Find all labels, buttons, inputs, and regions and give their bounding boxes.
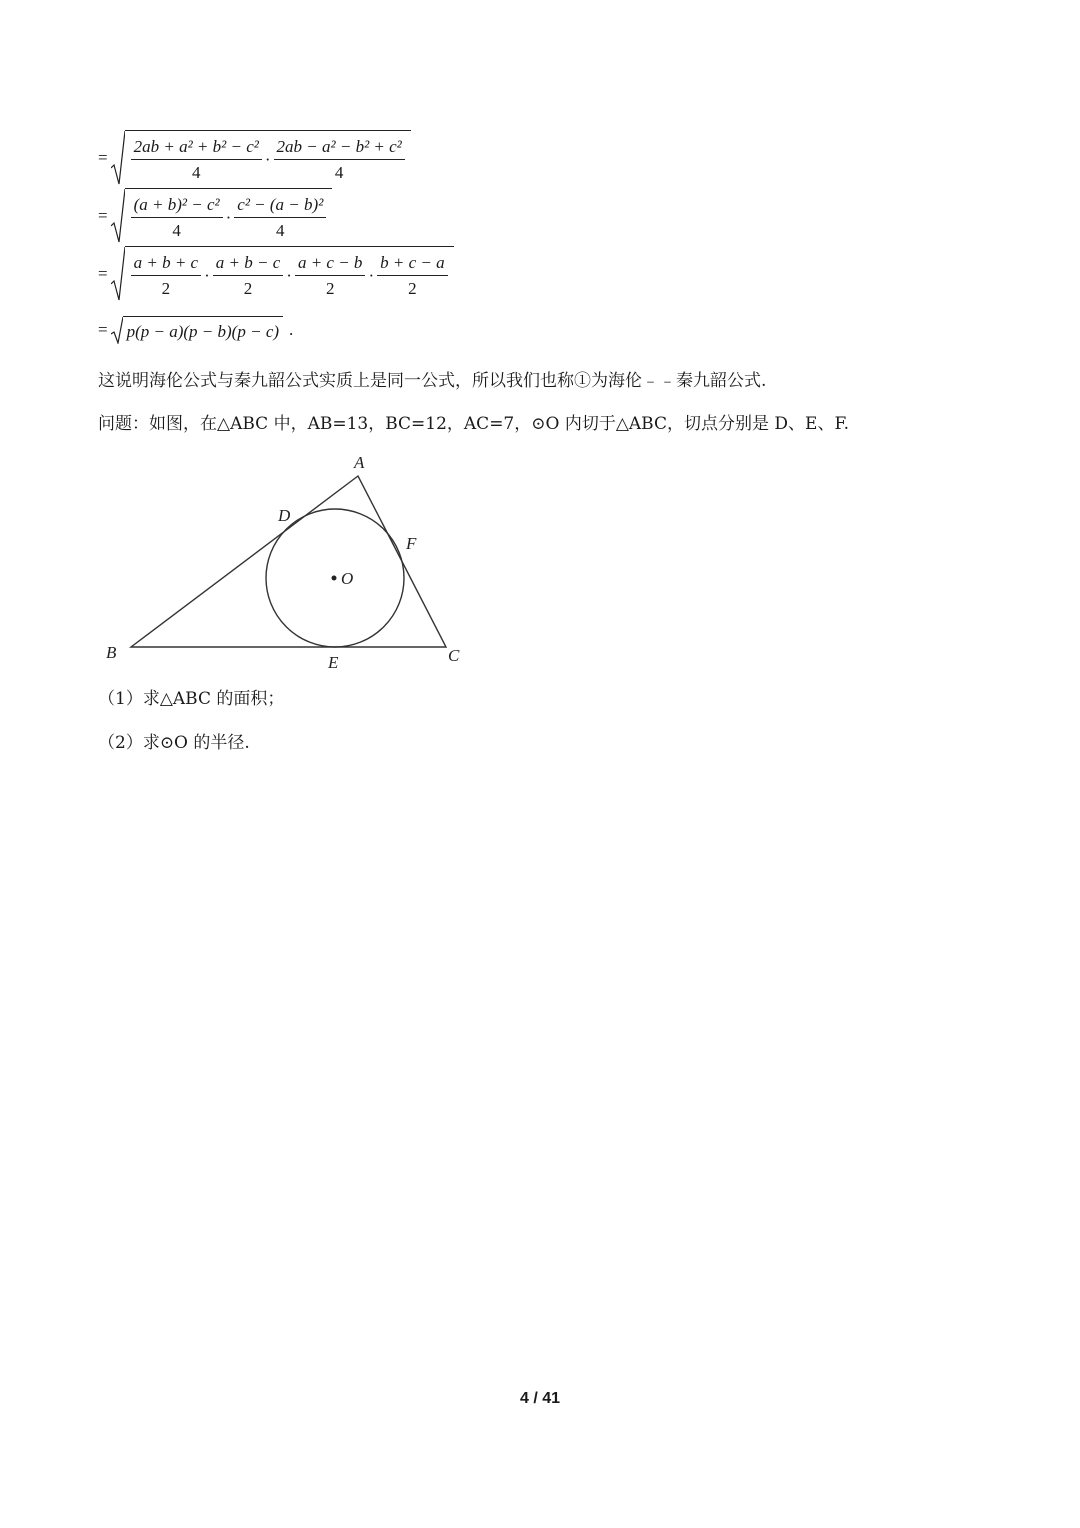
equation-line-1 — [98, 130, 411, 186]
triangle-incircle-figure — [98, 448, 478, 678]
fraction — [131, 252, 202, 299]
equals-sign: = — [98, 264, 108, 283]
fraction — [274, 136, 405, 183]
denominator: 2 — [243, 279, 253, 298]
radical-sign — [111, 246, 125, 302]
radical-sign — [111, 316, 123, 344]
multiply-dot: · — [204, 265, 210, 285]
radicand — [123, 316, 283, 344]
equation-line-4 — [98, 316, 293, 344]
denominator: 4 — [191, 163, 201, 182]
label-e: E — [328, 653, 339, 672]
square-root — [111, 246, 454, 302]
equals-sign: = — [98, 206, 108, 225]
numerator: c² − (a − b)² — [234, 194, 326, 218]
multiply-dot: · — [286, 265, 292, 285]
radicand — [125, 188, 333, 244]
denominator: 2 — [325, 279, 335, 298]
denominator: 4 — [334, 163, 344, 182]
question-2: （2）求⊙O 的半径. — [98, 733, 250, 753]
square-root — [111, 316, 283, 344]
radicand — [125, 246, 454, 302]
fraction — [295, 252, 366, 299]
conclusion-paragraph: 这说明海伦公式与秦九韶公式实质上是同一公式，所以我们也称①为海伦﹣﹣秦九韶公式. — [98, 371, 767, 391]
fraction — [131, 194, 223, 241]
multiply-dot: · — [225, 207, 232, 227]
fraction — [234, 194, 326, 241]
equals-sign: = — [98, 320, 108, 339]
denominator: 4 — [172, 221, 181, 240]
period: . — [289, 320, 294, 339]
label-c: C — [448, 646, 460, 665]
numerator: b + c − a — [377, 252, 448, 276]
center-point — [332, 576, 337, 581]
multiply-dot: · — [368, 265, 375, 285]
numerator: a + b + c — [131, 252, 202, 276]
radical-sign — [111, 188, 125, 244]
fraction — [131, 136, 262, 183]
numerator: (a + b)² − c² — [131, 194, 223, 218]
numerator: 2ab − a² − b² + c² — [274, 136, 405, 160]
numerator: a + b − c — [213, 252, 284, 276]
fraction — [377, 252, 448, 299]
label-d: D — [278, 506, 291, 525]
square-root — [111, 130, 411, 186]
denominator: 2 — [408, 279, 417, 298]
denominator: 2 — [161, 279, 171, 298]
multiply-dot: · — [264, 149, 271, 169]
equals-sign: = — [98, 148, 108, 167]
question-1: （1）求△ABC 的面积； — [98, 689, 285, 709]
label-a: A — [354, 453, 365, 472]
numerator: 2ab + a² + b² − c² — [131, 136, 262, 160]
radical-sign — [111, 130, 125, 186]
label-f: F — [406, 534, 417, 553]
numerator: a + c − b — [295, 252, 366, 276]
radicand — [125, 130, 411, 186]
equation-line-3 — [98, 246, 454, 302]
radicand-expression: p(p − a)(p − b)(p − c) — [126, 322, 280, 341]
equation-line-2 — [98, 188, 332, 244]
denominator: 4 — [276, 221, 285, 240]
triangle-abc — [131, 476, 446, 647]
square-root — [111, 188, 333, 244]
problem-statement: 问题：如图，在△ABC 中，AB=13，BC=12，AC=7，⊙O 内切于△ABC，切点分别是 D、E、F. — [98, 414, 849, 434]
fraction — [213, 252, 284, 299]
label-b: B — [106, 643, 117, 662]
label-o: O — [341, 569, 354, 588]
page-number: 4 / 41 — [519, 1390, 561, 1407]
